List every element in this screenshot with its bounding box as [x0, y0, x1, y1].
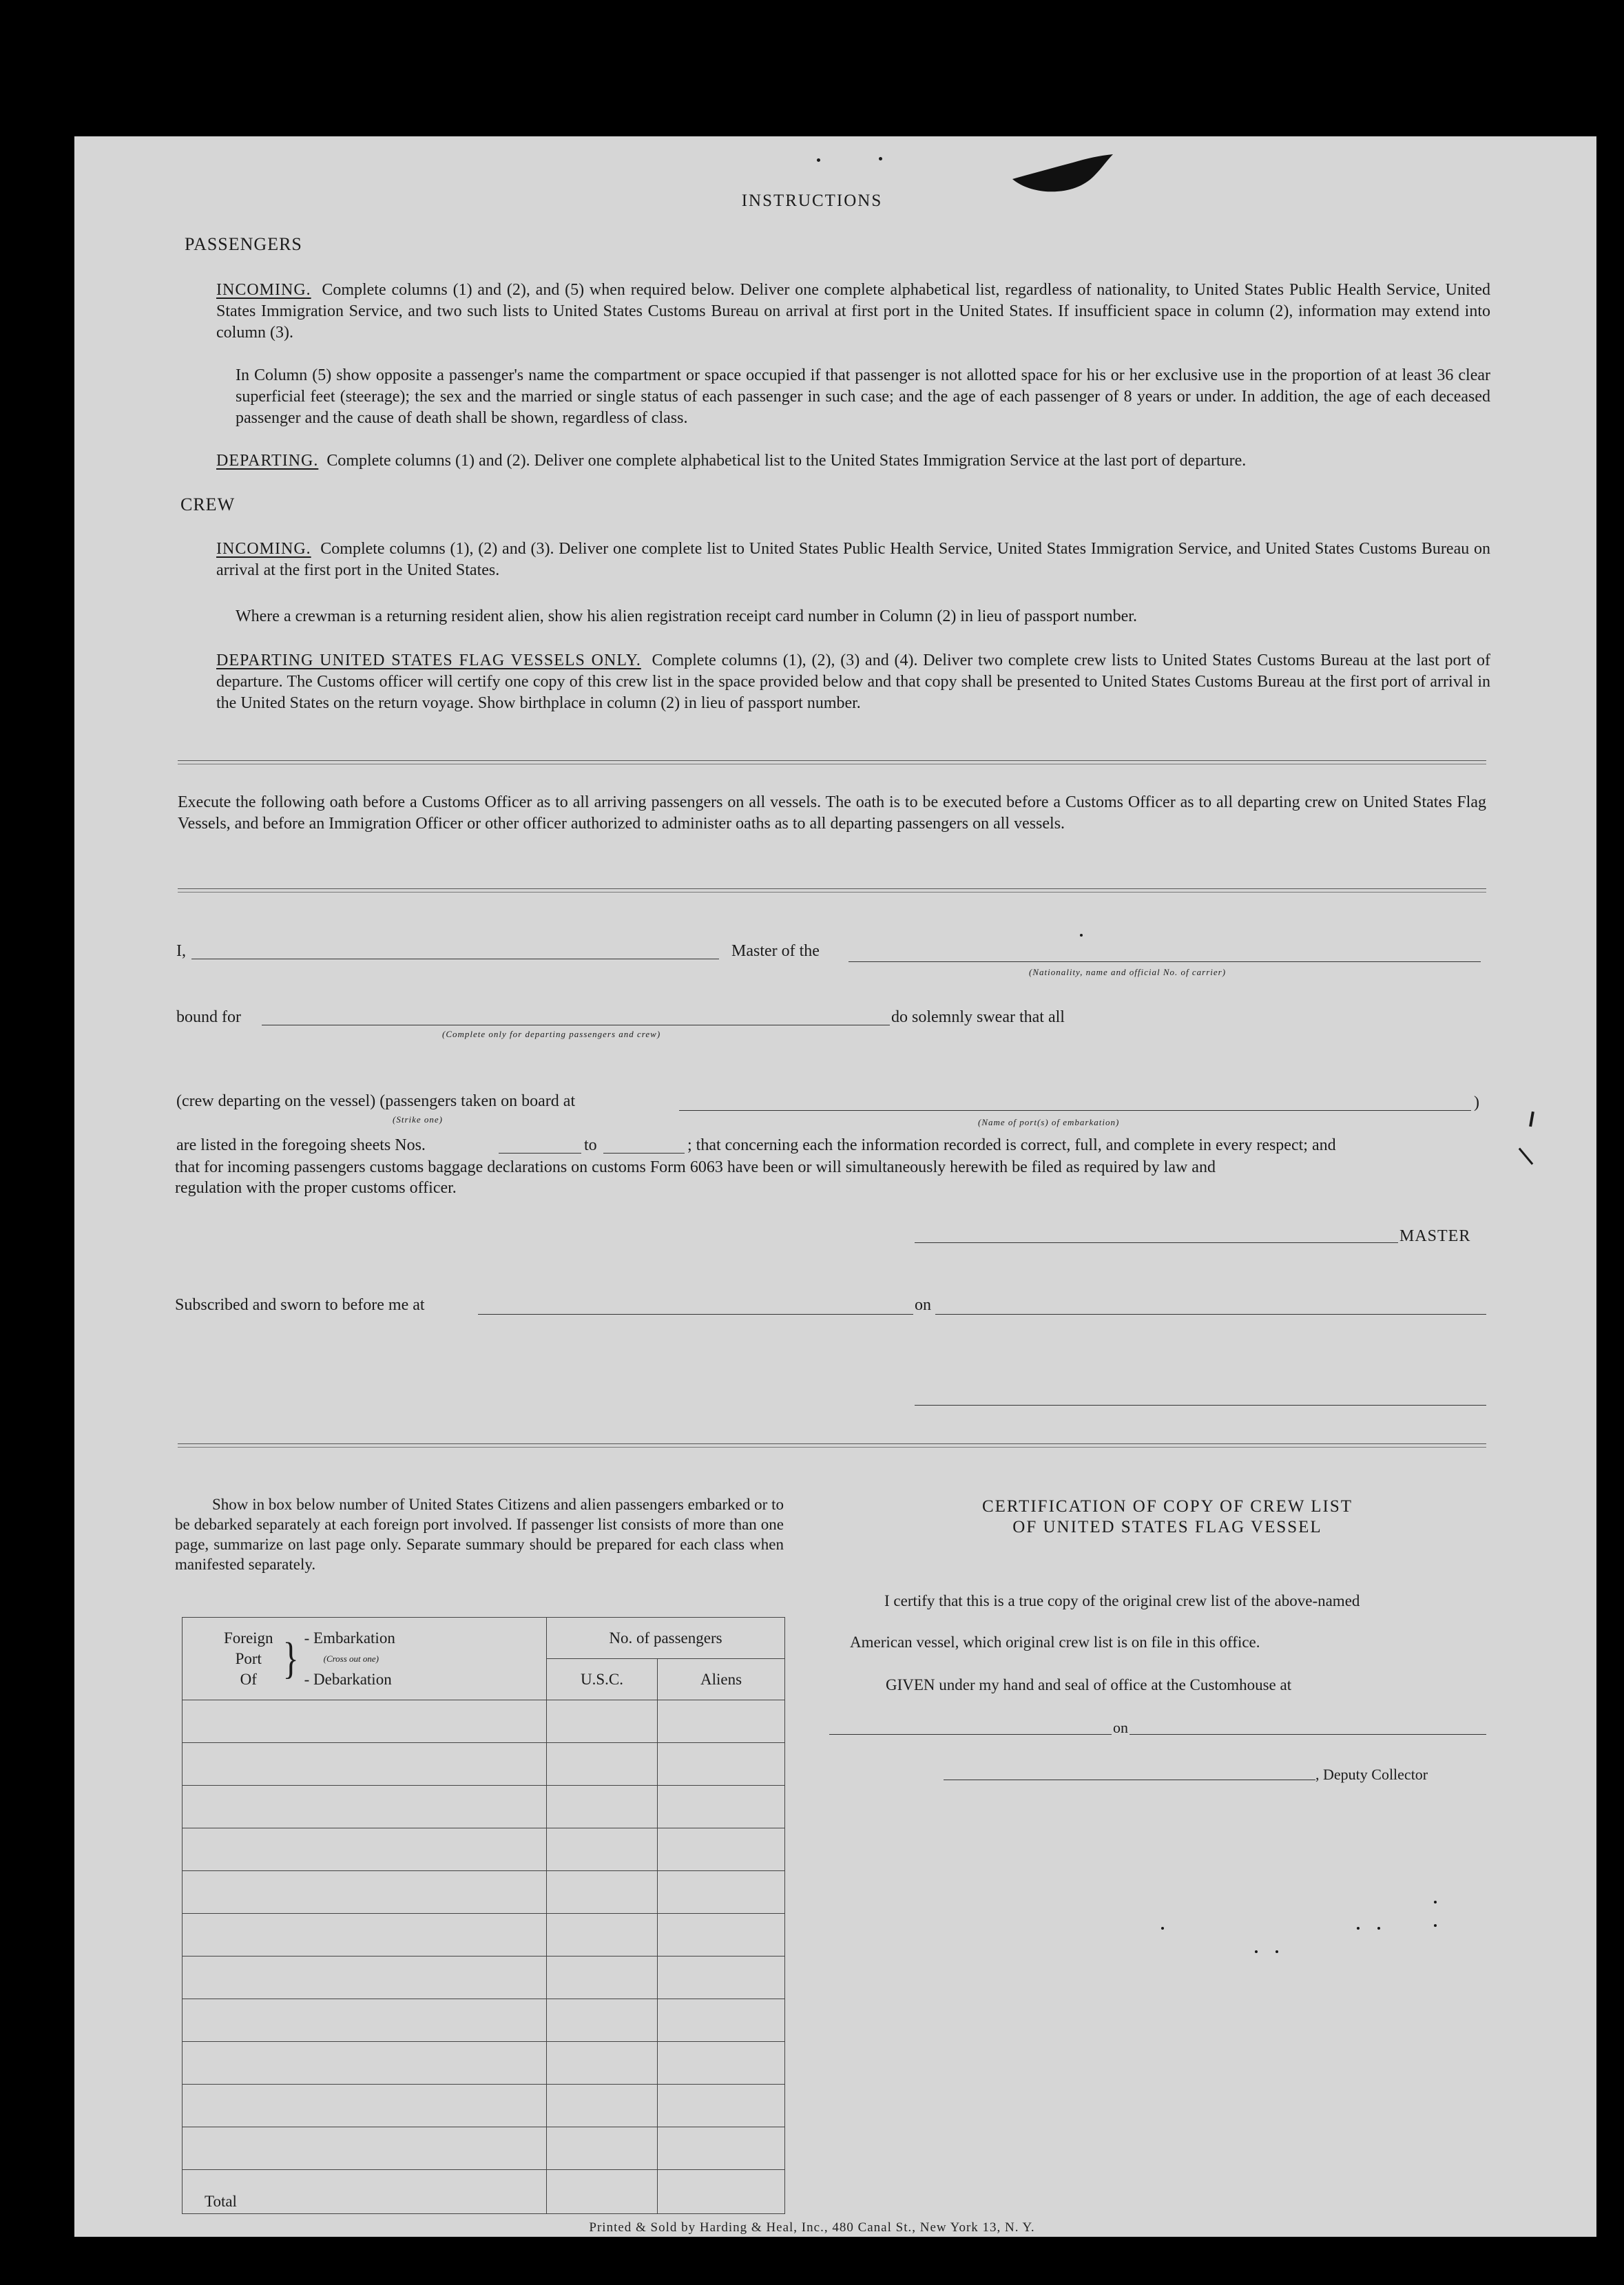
summary-row — [183, 2127, 785, 2170]
sheet-to-line[interactable] — [603, 1153, 685, 1154]
close-paren: ) — [1474, 1094, 1479, 1112]
divider — [178, 888, 1486, 889]
statement-line-3: regulation with the proper customs officer. — [175, 1179, 457, 1197]
stray-mark — [879, 157, 882, 160]
aliens-cell[interactable] — [658, 1743, 785, 1786]
divider — [178, 760, 1486, 761]
usc-cell[interactable] — [547, 2085, 658, 2127]
summary-row — [183, 1786, 785, 1828]
port-cell[interactable] — [183, 1957, 547, 1999]
aliens-cell[interactable] — [658, 2042, 785, 2085]
usc-cell[interactable] — [547, 1828, 658, 1871]
summary-row — [183, 1999, 785, 2042]
stray-mark — [1255, 1950, 1258, 1953]
subscribed-label: Subscribed and sworn to before me at — [175, 1296, 425, 1314]
foreign-port-header — [183, 1618, 547, 1700]
crew-heading: CREW — [180, 494, 236, 514]
master-signature-line[interactable] — [915, 1242, 1398, 1243]
port-cell[interactable] — [183, 1700, 547, 1743]
stray-mark — [1276, 1950, 1278, 1953]
total-label: Total — [183, 2170, 547, 2214]
aliens-cell[interactable] — [658, 1957, 785, 1999]
certification-line-2: American vessel, which original crew list is on file in this office. — [850, 1634, 1260, 1651]
aliens-cell[interactable] — [658, 2127, 785, 2170]
printer-footer: Printed & Sold by Harding & Heal, Inc., 480 Canal St., New York 13, N. Y. — [589, 2220, 1035, 2235]
statement-line-1: ; that concerning each the information recorded is correct, full, and complete in every respect; and — [687, 1136, 1336, 1154]
officer-signature-line[interactable] — [915, 1405, 1486, 1406]
summary-row — [183, 2085, 785, 2127]
passengers-incoming-lead: INCOMING. — [216, 281, 311, 299]
aliens-cell[interactable] — [658, 1871, 785, 1914]
total-aliens-cell[interactable] — [658, 2170, 785, 2214]
ink-blot — [1011, 153, 1114, 194]
stray-mark — [1080, 934, 1083, 937]
certification-title-line-1: CERTIFICATION OF COPY OF CREW LIST — [981, 1497, 1353, 1516]
aliens-header: Aliens — [658, 1659, 785, 1700]
usc-cell[interactable] — [547, 1999, 658, 2042]
usc-cell[interactable] — [547, 2127, 658, 2170]
debarkation-label: - Debarkation — [304, 1670, 392, 1688]
passengers-departing-text: Complete columns (1) and (2). Deliver one complete alphabetical list to the United States Immigration Service at the last port of departure. — [326, 452, 1247, 470]
certification-line-3: GIVEN under my hand and seal of office at the Customhouse at — [886, 1676, 1292, 1693]
crew-incoming-paragraph — [216, 539, 1490, 581]
stray-mark — [817, 158, 820, 162]
of-label: Of — [240, 1670, 257, 1688]
foreign-label: Foreign — [224, 1629, 273, 1647]
aliens-cell[interactable] — [658, 1999, 785, 2042]
aliens-cell[interactable] — [658, 1700, 785, 1743]
summary-row — [183, 1743, 785, 1786]
summary-instructions: Show in box below number of United States Citizens and alien passengers embarked or to be debarked separately at each foreign port involved. If passenger list consists of more than one page, summarize on last page only. Separate summary should be prepared for each class when manifested separately. — [175, 1496, 784, 1573]
usc-cell[interactable] — [547, 1786, 658, 1828]
crew-incoming-text: Complete columns (1), (2) and (3). Deliver one complete list to United States Public Health Service, United States Immigration Service, and United States Customs Bureau on arrival at the first port in the United States. — [216, 540, 1491, 579]
summary-row — [183, 2042, 785, 2085]
usc-cell[interactable] — [547, 1700, 658, 1743]
certification-date-line[interactable] — [1129, 1734, 1486, 1735]
certification-line-1: I certify that this is a true copy of the original crew list of the above-named — [884, 1592, 1360, 1609]
subscribed-place-line[interactable] — [478, 1314, 913, 1315]
port-cell[interactable] — [183, 1999, 547, 2042]
aliens-cell[interactable] — [658, 1914, 785, 1957]
passengers-incoming-paragraph — [216, 280, 1490, 344]
stray-mark — [1357, 1927, 1360, 1930]
port-cell[interactable] — [183, 1828, 547, 1871]
passengers-departing-lead: DEPARTING. — [216, 452, 319, 470]
master-label: MASTER — [1399, 1227, 1471, 1245]
stray-mark — [1434, 1924, 1437, 1927]
crew-departing-text: Complete columns (1), (2), (3) and (4). Deliver two complete crew lists to United States Customs Bureau at the last port of departure. The Customs officer will certify one copy of this crew list in the space provided below and that copy shall be presented to United States Customs Bureau at the first port of arrival in the United States on the return voyage. Show birthplace in column (2) in lieu of passport number. — [216, 651, 1490, 712]
passengers-heading: PASSENGERS — [185, 234, 302, 254]
stray-mark — [1161, 1927, 1164, 1930]
subscribed-date-line[interactable] — [935, 1314, 1486, 1315]
port-cell[interactable] — [183, 2127, 547, 2170]
summary-row — [183, 1957, 785, 1999]
passengers-incoming-text: Complete columns (1) and (2), and (5) when required below. Deliver one complete alphabetical list, regardless of nationality, to United States Public Health Service, United States Immigration Service, and two such lists to United States Customs Bureau on arrival at first port in the United States. If insufficient space in column (2), information may extend into column (3). — [216, 281, 1490, 342]
port-cell[interactable] — [183, 1871, 547, 1914]
usc-cell[interactable] — [547, 2042, 658, 2085]
aliens-cell[interactable] — [658, 1828, 785, 1871]
statement-line-2: that for incoming passengers customs baggage declarations on customs Form 6063 have been or will simultaneously herewith be filed as required by law and — [175, 1158, 1216, 1176]
port-cell[interactable] — [183, 2042, 547, 2085]
summary-row — [183, 1914, 785, 1957]
port-label: Port — [235, 1649, 262, 1667]
certification-on-label: on — [1113, 1719, 1128, 1736]
master-of-label: Master of the — [731, 942, 820, 960]
embarkation-port-line[interactable] — [679, 1110, 1471, 1111]
column5-paragraph: In Column (5) show opposite a passenger's name the compartment or space occupied if that passenger is not allotted space for his or her exclusive use in the proportion of at least 36 clear superficial feet (steerage); the sex and the married or single status of each passenger in such case; and the age of each passenger of 8 years or under. In addition, the age of each deceased passenger and the cause of death shall be shown, regardless of class. — [236, 366, 1490, 427]
certification-title-line-2: OF UNITED STATES FLAG VESSEL — [1012, 1518, 1322, 1536]
port-cell[interactable] — [183, 1786, 547, 1828]
cross-out-caption: (Cross out one) — [323, 1653, 379, 1664]
page-title: INSTRUCTIONS — [741, 191, 883, 210]
usc-cell[interactable] — [547, 1743, 658, 1786]
crew-departing-lead: DEPARTING UNITED STATES FLAG VESSELS ONLY. — [216, 651, 641, 669]
sheet-from-line[interactable] — [499, 1153, 581, 1154]
divider — [178, 1443, 1486, 1444]
listed-label: are listed in the foregoing sheets Nos. — [176, 1136, 426, 1154]
total-usc-cell[interactable] — [547, 2170, 658, 2214]
usc-cell[interactable] — [547, 1871, 658, 1914]
on-label: on — [915, 1296, 931, 1314]
carrier-line[interactable] — [849, 961, 1481, 962]
usc-cell[interactable] — [547, 1914, 658, 1957]
stray-mark — [1377, 1927, 1380, 1930]
aliens-cell[interactable] — [658, 1786, 785, 1828]
summary-row — [183, 1700, 785, 1743]
crew-incoming-lead: INCOMING. — [216, 540, 311, 558]
port-caption: (Name of port(s) of embarkation) — [978, 1117, 1120, 1127]
bound-for-label: bound for — [176, 1008, 241, 1026]
port-cell[interactable] — [183, 1914, 547, 1957]
deputy-collector-label: , Deputy Collector — [1315, 1766, 1428, 1783]
passenger-summary-table — [182, 1617, 785, 2214]
summary-row — [183, 1828, 785, 1871]
to-label: to — [584, 1136, 597, 1154]
customhouse-place-line[interactable] — [829, 1734, 1112, 1735]
crew-passengers-label: (crew departing on the vessel) (passengers taken on board at — [176, 1092, 576, 1110]
no-of-passengers-header: No. of passengers — [547, 1618, 785, 1659]
stray-mark — [1434, 1901, 1437, 1903]
passengers-departing-paragraph — [216, 450, 1490, 472]
oath-i-label: I, — [176, 942, 186, 960]
carrier-caption: (Nationality, name and official No. of carrier) — [1029, 967, 1227, 977]
aliens-cell[interactable] — [658, 2085, 785, 2127]
usc-cell[interactable] — [547, 1957, 658, 1999]
usc-header: U.S.C. — [547, 1659, 658, 1700]
swear-label: do solemnly swear that all — [891, 1008, 1065, 1026]
port-cell[interactable] — [183, 2085, 547, 2127]
crew-departing-paragraph — [216, 650, 1490, 714]
summary-rows — [183, 1700, 785, 2170]
crew-resident-paragraph: Where a crewman is a returning resident alien, show his alien registration receipt card number in Column (2) in lieu of passport number. — [236, 607, 1137, 625]
bound-for-caption: (Complete only for departing passengers and crew) — [442, 1029, 661, 1039]
strike-caption: (Strike one) — [393, 1114, 444, 1125]
brace-icon: } — [282, 1634, 299, 1683]
port-cell[interactable] — [183, 1743, 547, 1786]
oath-intro: Execute the following oath before a Customs Officer as to all arriving passengers on all vessels. The oath is to be executed before a Customs Officer as to all departing crew on United States Flag Vessels, and before an Immigration Officer or other officer authorized to administer oaths as to all departing passengers on all vessels. — [178, 793, 1486, 833]
summary-row — [183, 1871, 785, 1914]
embarkation-label: - Embarkation — [304, 1629, 395, 1647]
